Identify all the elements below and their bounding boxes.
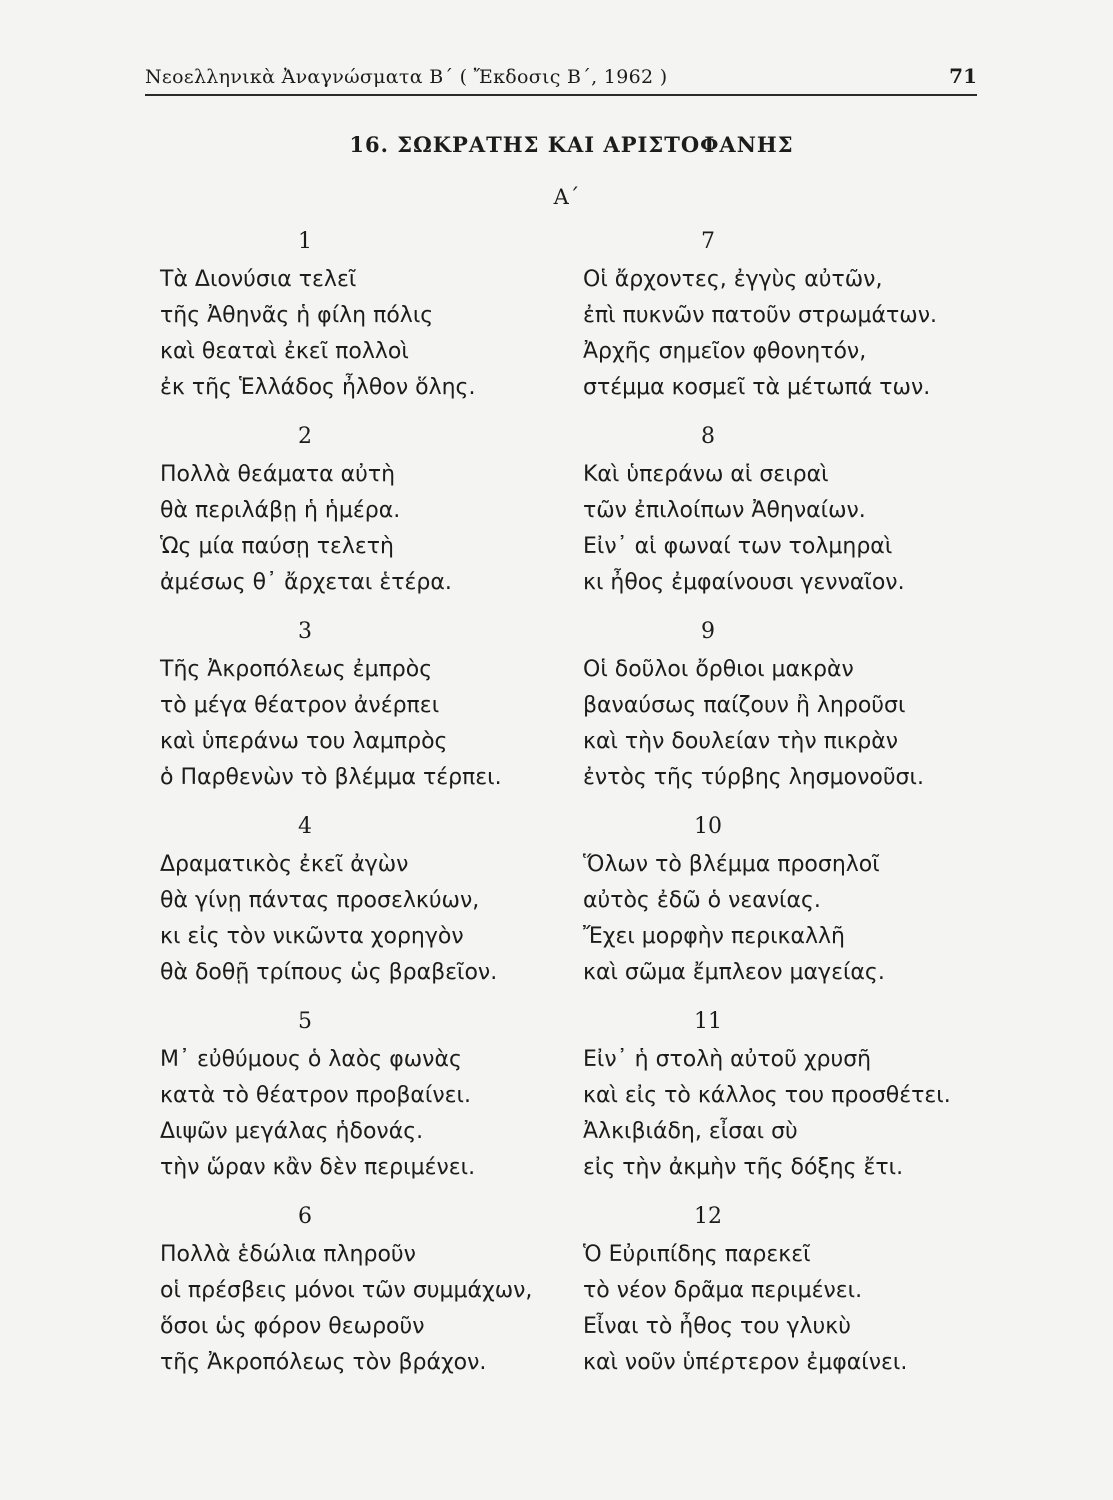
stanza-number: 2 [298,424,312,449]
verse-line: βαναύσως παίζουν ἢ ληροῦσι [583,693,906,718]
stanza-number: 4 [298,814,312,839]
verse-line: Ἀλκιβιάδη, εἶσαι σὺ [583,1119,798,1144]
verse-line: καὶ σῶμα ἔμπλεον μαγείας. [583,960,885,985]
verse-line: κατὰ τὸ θέατρον προβαίνει. [160,1083,471,1108]
verse-line: ὅσοι ὡς φόρον θεωροῦν [160,1314,425,1339]
verse-line: θὰ περιλάβῃ ἡ ἡμέρα. [160,498,401,523]
verse-line: Τὰ Διονύσια τελεῖ [160,267,357,292]
verse-line: τῆς Ἀκροπόλεως τὸν βράχον. [160,1350,487,1375]
stanza [160,222,600,417]
stanza [583,807,1023,1002]
verse-line: Ὁ Εὐριπίδης παρεκεῖ [583,1242,811,1267]
verse-line: ὁ Παρθενὼν τὸ βλέμμα τέρπει. [160,765,502,790]
verse-line: Ὅλων τὸ βλέμμα προσηλοῖ [583,852,880,877]
stanza-number: 8 [701,424,715,449]
stanza-number: 1 [298,229,312,254]
verse-line: Διψῶν μεγάλας ἡδονάς. [160,1119,424,1144]
stanza [583,222,1023,417]
verse-line: καὶ ὑπεράνω του λαμπρὸς [160,729,448,754]
verse-line: στέμμα κοσμεῖ τὰ μέτωπά των. [583,375,931,400]
verse-line: τῶν ἐπιλοίπων Ἀθηναίων. [583,498,866,523]
stanza [583,1197,1023,1392]
verse-line: καὶ νοῦν ὑπέρτερον ἐμφαίνει. [583,1350,908,1375]
stanza-number: 11 [694,1009,722,1034]
running-title: Νεοελληνικὰ Ἀναγνώσματα Β´ ( Ἔκδοσις Β´, 1962 ) [145,66,668,88]
verse-line: Ἀρχῆς σημεῖον φθονητόν, [583,339,867,364]
verse-line: Οἱ ἄρχοντες, ἐγγὺς αὐτῶν, [583,267,883,292]
verse-line: αὐτὸς ἐδῶ ὁ νεανίας. [583,888,821,913]
verse-line: εἰς τὴν ἀκμὴν τῆς δόξης ἔτι. [583,1155,904,1180]
verse-line: θὰ γίνῃ πάντας προσελκύων, [160,888,480,913]
stanza [160,612,600,807]
verse-line: ἐπὶ πυκνῶν πατοῦν στρωμάτων. [583,303,937,328]
stanza-number: 12 [694,1204,722,1229]
verse-line: καὶ θεαταὶ ἐκεῖ πολλοὶ [160,339,409,364]
verse-line: καὶ τὴν δουλείαν τὴν πικρὰν [583,729,899,754]
stanza-number: 7 [701,229,715,254]
verse-line: κι ἦθος ἐμφαίνουσι γενναῖον. [583,570,905,595]
verse-line: θὰ δοθῇ τρίπους ὡς βραβεῖον. [160,960,498,985]
stanza-number: 5 [298,1009,312,1034]
verse-line: τὴν ὥραν κἂν δὲν περιμένει. [160,1155,476,1180]
stanza-number: 6 [298,1204,312,1229]
part-marker: Α´ [553,185,580,209]
stanza [583,417,1023,612]
stanza [160,807,600,1002]
verse-line: Δραματικὸς ἐκεῖ ἀγὼν [160,852,409,877]
stanza-number: 10 [694,814,722,839]
verse-line: Ἔχει μορφὴν περικαλλῆ [583,924,845,949]
verse-line: ἀμέσως θ᾿ ἄρχεται ἑτέρα. [160,570,452,595]
verse-line: Πολλὰ ἑδώλια πληροῦν [160,1242,416,1267]
verse-line: ἐκ τῆς Ἑλλάδος ἦλθον ὅλης. [160,375,476,400]
verse-line: τὸ μέγα θέατρον ἀνέρπει [160,693,440,718]
verse-line: Οἱ δοῦλοι ὄρθιοι μακρὰν [583,657,854,682]
verse-line: καὶ εἰς τὸ κάλλος του προσθέτει. [583,1083,951,1108]
verse-line: τῆς Ἀθηνᾶς ἡ φίλη πόλις [160,303,434,328]
verse-line: κι εἰς τὸν νικῶντα χορηγὸν [160,924,464,949]
verse-line: Εἰν᾿ ἡ στολὴ αὐτοῦ χρυσῆ [583,1047,872,1072]
right-column [583,222,1023,1392]
stanza-number: 3 [298,619,312,644]
stanza-number: 9 [701,619,715,644]
poem-title: 16. ΣΩΚΡΑΤΗΣ ΚΑΙ ΑΡΙΣΤΟΦΑΝΗΣ [349,132,794,157]
verse-line: οἱ πρέσβεις μόνοι τῶν συμμάχων, [160,1278,533,1303]
running-header [145,64,977,96]
page-number: 71 [949,64,977,88]
stanza [160,1002,600,1197]
verse-line: Καὶ ὑπεράνω αἱ σειραὶ [583,462,829,487]
stanza [583,1002,1023,1197]
verse-line: Εἶναι τὸ ἦθος του γλυκὺ [583,1314,851,1339]
verse-line: Μ᾿ εὐθύμους ὁ λαὸς φωνὰς [160,1047,462,1072]
verse-line: Εἰν᾿ αἱ φωναί των τολμηραὶ [583,534,893,559]
verse-line: τὸ νέον δρᾶμα περιμένει. [583,1278,863,1303]
stanza [160,417,600,612]
verse-line: ἐντὸς τῆς τύρβης λησμονοῦσι. [583,765,924,790]
stanza [160,1197,600,1392]
verse-line: Τῆς Ἀκροπόλεως ἐμπρὸς [160,657,433,682]
stanza [583,612,1023,807]
verse-line: Ὡς μία παύσῃ τελετὴ [160,534,394,559]
verse-line: Πολλὰ θεάματα αὐτὴ [160,462,396,487]
left-column [160,222,600,1392]
